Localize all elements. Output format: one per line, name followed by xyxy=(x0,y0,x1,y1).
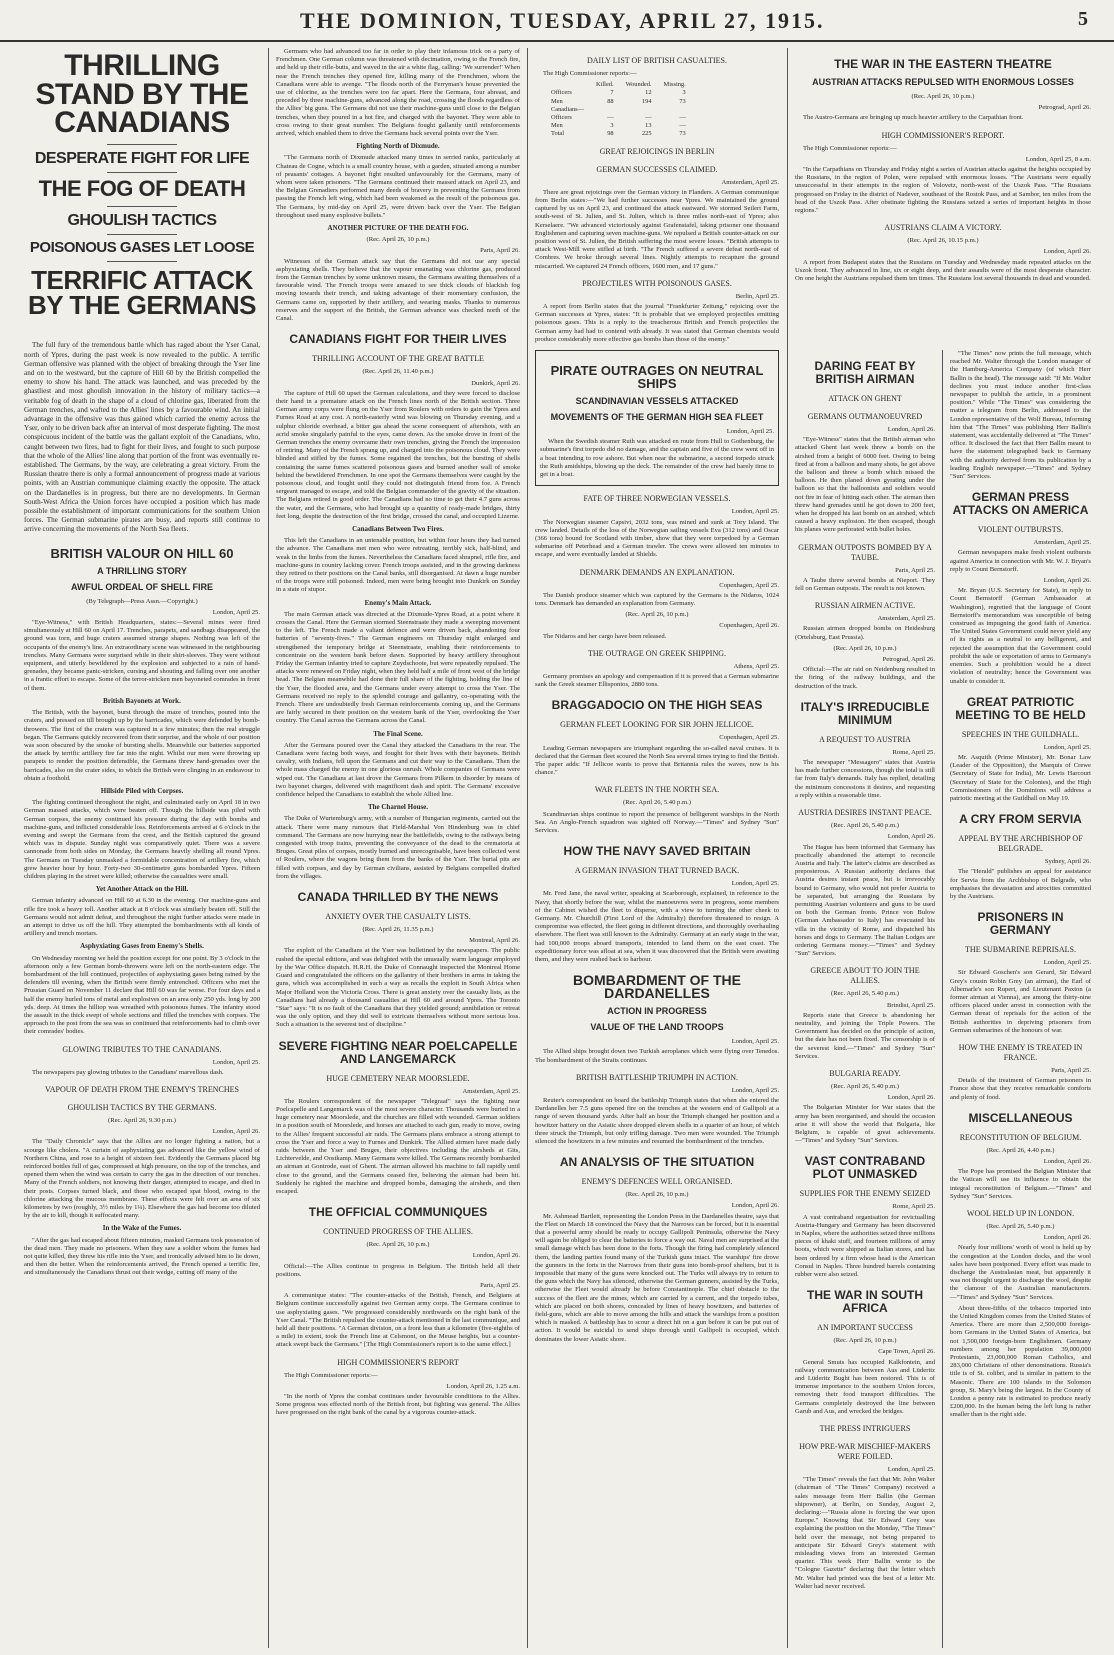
table-header-cell: Missing. xyxy=(663,81,686,89)
crosshead: Canadians Between Two Fires. xyxy=(352,524,444,533)
article-paragraph: There are great rejoicings over the German victory in Flanders. A German communique from Berlin states:—"We had further successes near Ypres. We maintained the ground captured by us on April 23, and continued the attack eastward. We stormed Seilert Farm, south-west of St. Julien, and St. Julien, which is three miles north-east of Ypres; also Kerselaere. "We advanced victoriously against Grafenstafel, taking prisoner one thousand Englishmen and capturing seven machine-guns. We repulsed a British counter-attack on our position west of St. Julien, the British suffering the most severe losses. "British attempts to attack West-Mill were stifled at birth. "The French suffered a severe defeat north-east of Combres. We broke through several lines. Nightly attempts to recapture the ground miscarried. We captured 24 French officers, 1600 men, and 17 guns." xyxy=(535,188,779,270)
dateline: Dunkirk, April 26. xyxy=(471,379,520,387)
article-paragraph: About three-fifths of the tobacco imported into the United Kingdom comes from the United States of America. There are more than 2,500,000 foreign-born Germans in the United States of America, but not 1,500,000 foreign-born Englishmen. Germany numbers among her population 39,000,000 Protestants, 23,000,000 Roman Catholics, and 283,000 Christians of other denominations. Russia's title is of St. colibri, and is similar in pattern to the Masonic. There are 100 islands in the Solomon group, St. Mary's being the largest. In the County of London a penny rate is estimated to produce nearly £200,000. In the human being the left lung is rather smaller than is the right side. xyxy=(950,1304,1091,1419)
crosshead: Enemy's Main Attack. xyxy=(364,598,432,607)
dateline: London, April 26. xyxy=(212,1128,260,1136)
article-paragraph: The Norwegian steamer Capsivi, 2032 tons, was mined and sunk at Tory Island. The crew landed. Details of the loss of the Norwegian sailing vessels Eva (312 tons) and Oscar (366 tons) bound for Scotland with timber, show that they were torpedoed by a German submarine off Peterhead and a German trawler. The crews were allowed ten minutes to escape, and were eventually landed at Shields. xyxy=(535,518,779,559)
dateline: Petrograd, April 26. xyxy=(882,656,935,664)
table-cell: 13 xyxy=(645,122,652,130)
received-line: (Rec. April 26, 10 p.m.) xyxy=(625,1191,689,1199)
dateline: Brindisi, April 25. xyxy=(887,1001,935,1009)
article-paragraph: German infantry advanced on Hill 60 at 6.30 in the evening. Our machine-guns and rifle fire took a heavy toll. Another attack at 8 o'clock was similarly beaten off. Still the Germans would not admit defeat, and throughout the night further attacks were made in an attempt to drive us off the hill. They attempted the bombardments with all kinds of artillery and trench mortars. xyxy=(24,897,260,938)
table-row xyxy=(545,130,692,138)
article-paragraph: After the Germans poured over the Canal they attacked the Canadians in the rear. The Canadians were facing both ways, and fought for their lives with their bayonets. British cavalry, with Indians, fell upon the Germans and cut their way to the Canadians. Then the whole mass charged the enemy in one glorious onrush. Whole companies of Germans were wiped out. The Canadians at last drove the Germans from Pilkem in disorder by means of two bayonet charges, delivered with magnificent dash and spirit. The Germans' excessive confidence helped the Canadians to establish the whole Allied line. xyxy=(276,741,520,799)
headline-misc: MISCELLANEOUS xyxy=(968,1110,1073,1125)
dateline: Amsterdam, April 25. xyxy=(721,178,779,186)
article-paragraph: A Taube threw several bombs at Nieport. They fell on German outposts. The result is not known. xyxy=(795,576,935,593)
subhead-anxiety: ANXIETY OVER THE CASUALTY LISTS. xyxy=(325,912,471,922)
table-cell: 73 xyxy=(679,130,686,138)
headline-pirate: PIRATE OUTRAGES ON NEUTRAL SHIPS xyxy=(550,363,764,392)
article-paragraph: The main German attack was directed at the Dixmude-Ypres Road, at a point where it crosses the Canal. Here the German stormed Steenstraate they made a sweeping movement to the left. The French made a valiant defence and were driven back, abandoning four batteries of "seventy-fives." The German engineers on Thursday night enlarged and strengthened the temporary bridge at Steenstraate, enabling their reinforcements to concentrate on the western bank before dawn. Supported by heavy artillery throughout Friday the German infantry tried to capture Zuydschoote, but were repeatedly repulsed. The attacks were renewed on Friday night, when they held half a mile of front west of the bridge head. The Belgian meanwhile had done their full share of the fighting, holding the line of the Yser, the flooded area, and the Germans under every attempt to cross the Yser. The Germans received no reply to the splendid courage and gallantry, co-operating with the French. There are undoubtedly fresh German reinforcements coming up, and the Germans are fairly secured in their position on the western bank of the Yser, overlooking the Yser country. The Canal across the Germans across the Canal. xyxy=(276,610,520,725)
headline-main: THRILLING STAND BY THE CANADIANS xyxy=(35,49,249,139)
headline-vast: VAST CONTRABAND PLOT UNMASKED xyxy=(804,1154,926,1182)
article-paragraph: "The Times" now prints the full message, which reached Mr. Walter through the London manager of the Hamburg-America Company (of which Herr Ballin is the head). The message said: "If Mr. Walter declines you must induce another first-class newspaper to publish the article, in a prominent position." While "The Times" was considering the matter a telegram from Berlin, addressed to the London representative of the Wolf Bureau, informing him that "The Times" was publishing Herr Ballin's statement, was accidentally delivered at "The Times" office. It disclosed the fact that Herr Ballin meant to have the statement telegraphed back to Germany with the authority derived from its publication by a leading English newspaper.—"Times" and Sydney "Sun" Services. xyxy=(950,350,1091,481)
subhead-violent: VIOLENT OUTBURSTS. xyxy=(977,525,1064,535)
subhead-progress: CONTINUED PROGRESS OF THE ALLIES. xyxy=(323,1227,473,1237)
headline-hc-report: HIGH COMMISSIONER'S REPORT xyxy=(337,1357,459,1367)
article-paragraph: The exploit of the Canadians at the Yser was bulletined by the newspapers. The public rushed the special editions, and was delighted with the unusually warm language employed by the War Office dispatch. H.R.H. the Duke of Connaught inspected the Montreal Home Guard and congratulated the officers on the gallantry of their brothers in arms in taking the guns, which was accomplished in such a way as recalls the exploit in South Africa when Major Holland won the Victoria Cross. There is great anxiety over the casualty lists, as the Canadians had already a thousand casualties at Hill 60 and around Ypres. The Toronto "Star" says: "It is no fault of the Canadians that they yielded ground; annihilation or retreat was the only option, and they did well to extricate themselves without more serious loss. Such a situation is the severest test of discipline." xyxy=(276,947,520,1029)
subhead-ghent: ATTACK ON GHENT xyxy=(828,394,902,403)
article-paragraph: Official:—The Allies continue to progress in Belgium. The British held all their positions. xyxy=(276,1262,520,1278)
article-paragraph: Witnesses of the German attack say that the Germans did not use any special asphyxiating shells. They believe that the vapour emanating was chlorine gas, produced from the German trenches by some unknown means, the Germans awaiting themselves of a favourable wind. The French troops were amazed to see thick clouds of blackish fog moving towards their trench, and taking advantage of their momentary confusion, the Germans came on, supported by their artillery, and wearing masks. Thanks to numerous reserves and the support of the British, the German advance was checked north of the Canal. xyxy=(276,257,520,323)
headline-terrific: TERRIFIC ATTACK BY THE GERMANS xyxy=(28,265,256,320)
crosshead: Hillside Piled with Corpses. xyxy=(100,786,184,795)
headline-casualties: DAILY LIST OF BRITISH CASUALTIES. xyxy=(586,56,728,65)
dateline: London, April 26. xyxy=(887,833,935,841)
headline-russian-airmen: RUSSIAN AIRMEN ACTIVE. xyxy=(814,601,916,611)
headline-servia: A CRY FROM SERVIA xyxy=(959,812,1082,827)
headline-projectiles: PROJECTILES WITH POISONOUS GASES. xyxy=(582,278,732,288)
table-cell: 194 xyxy=(641,97,652,105)
table-cell xyxy=(620,106,658,114)
source-line: (By Telegraph—Press Assn.—Copyright.) xyxy=(86,597,198,605)
article-paragraph: "The Germans north of Dixmude attacked many times in serried ranks, particularly at Chateau de Cogne, which is a small country house, with a garden, situated among a number of peasants' cottages. A bayonet fight resulted unfavourably for the Germans, many of whom were taken prisoners. "The Germans continued their massed attack on April 23, and the Belgian Grenadiers performed many deeds of bravery in preventing the Germans from passing the French left wing, which had been weakened as the result of the poisonous gas. The Germans, by mid-day on April 25, were driven back over the Yser. The Belgian throughout used many explosive bullets." xyxy=(276,154,520,219)
column-rule xyxy=(527,48,528,1648)
received-line: (Rec. April 26, 5.40 p.m.) xyxy=(831,1082,899,1090)
article-paragraph: The High Commissioner reports:— xyxy=(284,1371,378,1379)
subhead-reconst: RECONSTITUTION OF BELGIUM. xyxy=(959,1132,1082,1142)
article-paragraph: Mr. Bryan (U.S. Secretary for State), in reply to Count Bernstorff (German Ambassador at Washington), regretted that the language of Count Bernstorff's memorandum was susceptible of being construed as impugning the good faith of America. The United States Government could never yield any of its rights as a neutral to any belligerent, and rejected the assumption that the Government could prohibit the sale or exportation of arms to Germany's enemies. Such a prohibition would be a direct violation of neutrality; hence the Government was unable to consider it. xyxy=(950,587,1091,685)
dateline: Sydney, April 26. xyxy=(1044,858,1091,866)
headline-severe: SEVERE FIGHTING NEAR POELCAPELLE AND LANGEMARCK xyxy=(278,1038,518,1066)
headline-fog: THE FOG OF DEATH xyxy=(38,175,246,201)
table-cell: — xyxy=(679,114,686,122)
received-line: (Rec. April 26, 5.40 p.m.) xyxy=(831,990,899,998)
article-paragraph: Russian airmen dropped bombs on Heidesburg (Ortelsburg, East Prussia). xyxy=(795,625,935,641)
subhead-jellicoe: GERMAN FLEET LOOKING FOR SIR JOHN JELLICOE. xyxy=(560,720,754,730)
article-paragraph: The "Daily Chronicle" says that the Allies are no longer fighting a nation, but a scourge like cholera. "A curtain of asphyxiating gas advanced like the yellow wind of Northern China, and rose to a height of sixteen feet. Evidently the Germans placed big reinforced bottles full of gas, compressed at high pressure, on the top of the trenches, and opened them when the wind was certain to carry the gas in the direction of our trenches. Many of the French soldiers, not knowing their danger, attempted to escape, and died in their posts. Corpses turned black, and those who escaped spat blood, owing to the chlorine attacking the mucous membrane. These effects were felt over an area of six kilometres by two (roughly, 3½ miles by 1¼). Elsewhere the gas had become too diluted by the air to kill, though it suffocated many. xyxy=(24,1138,260,1220)
headline-canadians: CANADIANS FIGHT FOR THEIR LIVES xyxy=(289,332,507,347)
table-row xyxy=(545,122,692,130)
article-paragraph: The High Commissioner reports:— xyxy=(803,144,897,152)
article-paragraph: A vast contraband organisation for revictualling Austria-Hungary and Germany has been discovered in Naples, where the authorities seized three millions pieces of khaki stuff, and fourteen millions of army boots, which were shipped as Italian stores, and has been ordered by a firm whose head is the American Consul in Naples. Three hundred barrels containing rubber were also seized. xyxy=(795,1213,935,1279)
received-line: (Rec. April 26, 5.40 p.m.) xyxy=(986,1223,1055,1230)
crosshead: Asphyxiating Gases from Enemy's Shells. xyxy=(80,942,204,951)
dateline: London, April 26. xyxy=(731,1202,779,1210)
dateline: London, April 26. xyxy=(1043,1234,1091,1242)
headline-valour: BRITISH VALOUR ON HILL 60 xyxy=(50,545,234,561)
table-cell: Officers xyxy=(551,89,572,97)
article-paragraph: The newspapers pay glowing tributes to the Canadians' marvellous dash. xyxy=(32,1068,224,1076)
headline-patriotic: GREAT PATRIOTIC MEETING TO BE HELD xyxy=(955,694,1086,722)
dateline: Paris, April 25. xyxy=(895,566,935,574)
dateline: London, April 26. xyxy=(887,426,935,433)
received-line: (Rec. April 26, 11.35 p.m.) xyxy=(362,926,434,934)
headline-italy: ITALY'S IRREDUCIBLE MINIMUM xyxy=(800,699,930,727)
crosshead: ANOTHER PICTURE OF THE DEATH FOG. xyxy=(327,224,469,233)
article-paragraph: Sir Edward Goschen's son Gerard, Sir Edward Grey's cousin Robin Grey (an airman), the Earl of Albemarle's son Rupert, and Lieutenant Paxton (a former airman at Vienna), are among the thirty-nine officers placed under arrest in connection with the German threat of reprisals for the action of the British authorities in depriving prisoners from German submarines of the honours of war. xyxy=(950,969,1091,1034)
article-paragraph: A communique states: "The counter-attacks of the British, French, and Belgians at Belgium continue successfully against two German army corps. The Germans continue to use asphyxiating gases. "We progressed considerably northwards on the right bank of the Yser Canal. "The British repulsed the counter-attack mentioned in the last communique, and held all their positions. "A German division, on a front less than a kilometre (five-eighths of a mile) in extent, took the French line at Celsmont, on the Meuse heights, but a counter-attack swept back the Germans." [The High Commissioner's report is to the same effect.] xyxy=(276,1292,520,1349)
subhead-successes: GERMAN SUCCESSES CLAIMED. xyxy=(596,164,718,174)
article-paragraph: The Danish produce steamer which was captured by the Germans is the Nidaros, 1024 tons. Denmark has demanded an explanation from Germany. xyxy=(535,591,779,607)
dateline: London, April 25. xyxy=(731,508,779,516)
subhead-foiled: HOW PRE-WAR MISCHIEF-MAKERS WERE FOILED. xyxy=(799,1442,931,1462)
newspaper-title: THE DOMINION, TUESDAY, APRIL 27, 1915. xyxy=(300,8,825,33)
divider xyxy=(107,172,178,173)
received-line: (Rec. April 26, 4.40 p.m.) xyxy=(986,1146,1055,1154)
article-paragraph: General Smuts has occupied Kalkfontein, and railway communication between Aus and Lüderitz and Lüderitz Bught has been restored. This is of immense importance to the southern Union forces, removing their food transport difficulties. The Germans completely destroyed the line between Garub and Aus, and wrecked the bridges. xyxy=(795,1358,935,1415)
headline-safrica: THE WAR IN SOUTH AFRICA xyxy=(807,1288,923,1316)
headline-warfleets: WAR FLEETS IN THE NORTH SEA. xyxy=(594,785,720,795)
dateline: London, April 26. xyxy=(1043,248,1091,256)
article-paragraph: The Bulgarian Minister for War states that the army has been reorganised, and should the occasion arise it will show the world that Bulgaria, like Belgium, is capable of great achievements.—"Times" and Sydney "Sun" Services. xyxy=(795,1104,935,1145)
subhead-scandinavian: SCANDINAVIAN VESSELS ATTACKED xyxy=(575,396,739,407)
divider xyxy=(107,206,178,207)
headline-gases: POISONOUS GASES LET LOOSE xyxy=(29,238,255,256)
article-paragraph: The newspaper "Messagero" states that Austria has made further concessions, though the total is still far from Italy's demands. Italy has replied, detailing the minimum concessions it desires, and requesting a reply within a reasonable time. xyxy=(795,759,935,799)
dateline: London, April 25. xyxy=(731,1038,779,1046)
article-paragraph: The capture of Hill 60 upset the German calculations, and they were forced to disclose their hand in a premature attack on the French lines north of the British section. Three German army corps were flung on the Yser from Roulers with orders to gain the Ypres and Furnes Road at any cost. A north-easterly wind was blowing on Thursday evening, and a sulphur chloride overhead, a bitter gas ahead the scene consequent of aftershots, with an acrid smoke singularly painful to the eyes, came down. As the smoke drove in front of the German trenches the enemy overcame their own trenches, giving the French the impression of retiring. Many of the French sprang up, and charged into the poisonous cloud. They were blinded and stifled by the fumes. Some regained the trenches, but the bursting of shells containing the same fumes scattered poisonous gases and burned another wall of smoke behind the bewildered Frenchmen. In one spot the Germans themselves were caught by the poisonous cloud, and fought until they could not distinguish friend from foe. A French sergeant managed to escape, and told the Belgian commander of the gravity of the situation. The Belgians retired in good order. The Canadians had no time to get their 4.7 guns across the water, and the Germans, who had brought up a quantity of ready-made bridges, thirty feet long, despite the destruction of the first bridge, crossed the canal, and occupied Lizerne. xyxy=(276,389,520,520)
headline-ghoulish: GHOULISH TACTICS xyxy=(67,211,217,229)
headline-fate: FATE OF THREE NORWEGIAN VESSELS. xyxy=(583,494,731,504)
subhead-outmanoeuvred: GERMANS OUTMANOEUVRED xyxy=(807,412,923,421)
article-paragraph: Nearly four millions' worth of wool is held up by the congestion at the London docks, and the wool sales have been postponed. Every effort was made to discharge the Australasian meat, but apparently it was not thought urgent to discharge the wool, despite the clamour of the Australian manufacturers.—"Times" and Sydney "Sun" Services. xyxy=(950,1244,1091,1301)
headline-braggadocio: BRAGGADOCIO ON THE HIGH SEAS xyxy=(551,698,763,713)
intro-paragraph: The full fury of the tremendous battle which has raged about the Yser Canal, north of Ypres, during the past week is now revealed to the public. A terrific German offensive was planned with the object of breaking through the Yser line and on to the westward, but the capture of Hill 60 by the British compelled the enemy to show his hand. The attack was launched, and was preceded by the ghastliest and most ghoulish innovation in the history of military tactics—a veritable fog of death in the shape of a cloud of chlorine gas, liberated from the German trenches, and wafted to the Allies' lines by a favourable wind. An initial advantage in the offensive was thus gained which carried the enemy across the Yser, only to be driven back after an interval of most desperate fighting. The most conspicuous incident of the battle was the gallant exploit of the Canadians, who, caught between two fires, had to fight for their lives, and fought to such purpose that the whole of the Allies' line along that portion of the front was eventually re-established. The Germans, by the way, are celebrating a great victory. From the Russian theatre there is only a formal announcement of progress made at various points, with an Austrian communique claiming exactly the opposite. The attack on the Dardanelles is in progress, but there are no developments. In German South-West Africa the Union forces have occupied a position which has made possible the establishment of important communications for the southern Union forces. The German submarine pirates are busy, and reports still continue to arrive concerning the movements of the North Sea fleets. xyxy=(24,341,260,534)
article-paragraph: Germans who had advanced too far in order to play their infamous trick on a party of Frenchmen. One German column was threatened with decimation, owing to the French fire, and held up their rifle-butts, and waved in the air a white flag, calling: 'We surrender!' When near the French trenches they opened fire, killing many of the Frenchmen, whom the Canadians were able to avenge. "The floods north of the Ferryman's house prevented the use of chlorine, as the trenches were too far apart. Here the Germans, four abreast, and preceded by three machine-guns, advanced along the road, crossing the floods regardless of the Allies' big guns. The Germans did not use their machine-guns until close to the Belgian trenches, when they poured in a hot fire, and charged with the bayonet. They were able to cross owing to their great number. The Belgians fought gallantly until reinforcements arrived, which enabled them to drive the Germans back several points over the Yser. xyxy=(276,48,520,138)
dateline: Cape Town, April 26. xyxy=(878,1348,935,1356)
article-paragraph: The Pope has promised the Belgian Minister that the Vatican will use its influence to obtain the integral reconstitution of Belgium.—"Times" and Sydney "Sun" Services. xyxy=(950,1168,1091,1200)
headline-claim: AUSTRIANS CLAIM A VICTORY. xyxy=(884,223,1002,233)
subhead-thrilling: THRILLING ACCOUNT OF THE GREAT BATTLE xyxy=(312,354,484,364)
article-paragraph: On Wednesday morning we held the position except for one point. By 3 o'clock in the afternoon only a few German bomb-throwers were left on the north-eastern edge. The bombardment of the hill continued, projectiles of asphyxiating gases being rained by the defenders till evening, when the British were firmly entrenched. Officers who met the Prussian Guard on November 11 declare that Hill 60 was far worse. For four days and a half the enemy hurled tons of metal and explosives on an area only 250 yds. long by 200 yds. deep. At times the hilltop was wreathed with poisonous fumes. The infantry stood the assault in the thick swept of whole sections and filled the trenches with corpses. The approach to the post from the sea was so continued that reinforcements had to climb over their comrades' bodies. xyxy=(24,954,260,1036)
headline-hc-report: HIGH COMMISSIONER'S REPORT. xyxy=(881,130,1005,140)
article-paragraph: Germany promises an apology and compensation if it is proved that a German submarine sank the Greek steamer Ellispontos, 2880 tons. xyxy=(535,672,779,689)
table-row xyxy=(545,89,692,97)
headline-denmark: DENMARK DEMANDS AN EXPLANATION. xyxy=(579,567,735,577)
dateline: Copenhagen, April 25. xyxy=(719,581,779,589)
table-cell: Officers xyxy=(551,114,572,122)
dateline: London, April 26. xyxy=(1043,1157,1091,1165)
received-line: (Rec. April 26, 10 p.m.) xyxy=(833,644,897,652)
dateline: Rome, April 25. xyxy=(892,748,935,756)
received-line: (Rec. April 26, 9.30 p.m.) xyxy=(108,1117,176,1125)
table-header-cell: Wounded. xyxy=(625,81,652,89)
subhead-invasion: A GERMAN INVASION THAT TURNED BACK. xyxy=(574,866,740,876)
dateline: London, April 25. xyxy=(1043,959,1091,967)
dateline: London, April 26. xyxy=(1043,577,1091,585)
column-4a xyxy=(795,350,935,1648)
dateline: London, April 25. xyxy=(887,1466,935,1474)
dateline: Paris, April 25. xyxy=(480,1281,520,1289)
headline-german-press: GERMAN PRESS ATTACKS ON AMERICA xyxy=(952,490,1089,518)
headline-prisoners: PRISONERS IN GERMANY xyxy=(977,910,1064,938)
table-cell: 225 xyxy=(641,130,652,138)
column-2 xyxy=(276,48,520,1648)
received-line: (Rec. April 26, 10.15 p.m.) xyxy=(907,237,979,245)
table-cell: 7 xyxy=(610,89,614,97)
table-cell: 12 xyxy=(645,89,652,97)
crosshead: Yet Another Attack on the Hill. xyxy=(95,885,189,894)
table-row xyxy=(545,98,692,106)
subhead-movements: MOVEMENTS OF THE GERMAN HIGH SEA FLEET xyxy=(550,412,764,423)
article-paragraph: Mr. Ashmead Bartlett, representing the London Press in the Dardanelles theatre, says that the Fleet on March 18 convinced the Navy that the Narrows can be forced, but it is essential that a powerful army should be ready to occupy Gallipoli Peninsula, otherwise the Navy will again be obliged to clear the batteries to force a way out. Naval men are surprised at the small damage which has been done to the forts. Though the firing had completely silenced them, the landing parties found many of the Turkish guns intact. The warships' fire drove the gunners in the forts in the Narrows from their guns into bomb-proof shelters, but it is impossible that many of the guns were knocked out. The Turks will always try to return to the guns which the Navy has silenced, otherwise the German gunners, assisted by the Turks, otherwise the Fleet would already be before Constantinople. The chief obstacle to the success of the fleet are the mines, which are carried by a current, and the torpedo tubes, which are placed on both shores, concealed by lines of heavy howitzers, and batteries of field-guns, which are able to move among the hills and attack the warships from a position which is masked. A battleship has to scour a direct hit on a gun before it can be put out of action. It would be suicidal to send ships through until Gallipoli is occupied, which dominates the lower Asiatic shore. xyxy=(535,1212,779,1343)
received-line: (Rec. April 26, 10 p.m.) xyxy=(366,1241,430,1249)
dateline: London, April 25. xyxy=(731,1086,779,1094)
article-paragraph: The Duke of Wurtemburg's army, with a number of Hungarian regiments, carried out the attack. There were many rumours that Field-Marshal Von Hindenburg was in chief command. The Germans are now hurrying near the battlefields, owing to the railways being congested with troop trains, preventing the conveyance of the dead to the crematoria at Bruges. Great piles of corpses, mostly burned and unrecognisable, have been collected west of Roulers, where the wagons bring them from the banks of the Yser. The burial pits are filled with corpses, and day by German civilians, assisted by Belgians compelled drafted from the villages. xyxy=(276,815,520,880)
table-cell: Canadians— xyxy=(551,105,585,113)
dateline: Amsterdam, April 25. xyxy=(1033,539,1091,547)
table-cell: — xyxy=(607,114,614,122)
article-paragraph: A report from Budapest states that the Russians on Tuesday and Wednesday made repeated attacks on the Uszok front. They advanced in line, six or eight deep, and their assaults were of the most desperate character. On one height the Austrians repulsed them ten times. The Russians lost several thousands in dead and wounded. xyxy=(795,258,1091,283)
headline-vapour: VAPOUR OF DEATH FROM THE ENEMY'S TRENCHES xyxy=(45,1085,239,1095)
article-paragraph: Details of the treatment of German prisoners in France show that they receive remarkable comforts and plenty of food. xyxy=(950,1077,1091,1101)
subhead-cemetery: HUGE CEMETERY NEAR MOORSLEDE. xyxy=(326,1073,470,1083)
dateline: London, April 26. xyxy=(472,1252,520,1260)
received-line: (Rec. April 26, 11.40 p.m.) xyxy=(362,368,434,376)
received-line: (Rec. April 26, 5.40 p.m.) xyxy=(623,799,691,807)
crosshead: In the Wake of the Fumes. xyxy=(102,1224,182,1233)
table-cell xyxy=(658,106,692,114)
column-rule xyxy=(942,350,943,1648)
column-1 xyxy=(24,48,260,1648)
headline-tributes: GLOWING TRIBUTES TO THE CANADIANS. xyxy=(62,1044,222,1054)
headline-instant: AUSTRIA DESIRES INSTANT PEACE. xyxy=(798,808,932,818)
article-paragraph: The Hague has been informed that Germany has practically abandoned the attempt to reconcile Austria and Italy. The latter's claims are described as preposterous. A Russian authority declares that Austria desires instant peace, but is irrevocably bound to Germany, who would not prefer Austria to be separated, but arranging the Russians by permitting Austrian volunteers and guns to be used on both the German fronts. Prince von Bulow (German Ambassador to Italy) has evacuated his villa in the vicinity of Rome, and dispatched his horses and dogs to Germany. The Italian Lodges are ordering Germans money.—"Times" and Sydney "Sun" Services. xyxy=(795,843,935,958)
table-cell: 3 xyxy=(610,122,614,130)
article-paragraph: The Roulers correspondent of the newspaper "Telegraaf" says the fighting near Poelcapelle and Langemarck was of the most severe character. Thousands were buried in a huge cemetery near Moorslede, and the churches are filled with wounded. German soldiers in a position south of Moorslede, and horses are attached to each gun, ready to move, owing to the Allies' frequent successful air raids. The Germans plans embrace a strong attempt to cross the Yser and force a way to Furnes and Dunkirk. The Allied airmen have made daily raids between the Yser and Bruges, their objectives including the airsheds at Gits, Lichtervelde, and Oostkamp. Many Germans were killed. The Germans recently bombarded an airman at Gontrode, east of Ghent. The airman allowed his machine to fall rapidly until close to the ground, and the Germans ceased fire, believing the airman had been hit. Suddenly he righted the machine and dropped bombs, damaging the airsheds, and then escaped. xyxy=(276,1097,520,1195)
article-paragraph: The Allied ships brought down two Turkish aeroplanes which were flying over Tenedos. The bombardment of the Straits continues. xyxy=(535,1048,779,1064)
subhead-value: VALUE OF THE LAND TROOPS xyxy=(590,1022,724,1033)
article-paragraph: Official:—The air raid on Neidenburg resulted in the firing of the railway buildings, and the destruction of the track. xyxy=(795,666,935,690)
column-4-top xyxy=(795,48,1091,346)
subhead-story: A THRILLING STORY xyxy=(97,565,187,576)
article-paragraph: A report from Berlin states that the journal "Frankfurter Zeitung," rejoicing over the German successes at Ypres, states: "It is probable that we employed projectiles emitting poisonous gases. This is a reply to the treacherous British and French projectiles the German army had had to contend with already. It was stated that German chemists would produce considerably more effective gas bombs than those of the enemy." xyxy=(535,303,779,343)
dateline: Paris, April 25. xyxy=(1051,1066,1091,1074)
subhead-reprisals: THE SUBMARINE REPRISALS. xyxy=(965,945,1076,955)
table-cell: 3 xyxy=(682,89,686,97)
table-header-cell: Killed. xyxy=(596,81,614,89)
dateline: London, April 25. xyxy=(726,428,774,436)
article-paragraph: The "Herald" publishes an appeal for assistance for Servia from the Archbishop of Belgrade, who emphasises the devastation and atrocities committed by the Austrians. xyxy=(950,868,1091,900)
dateline: Amsterdam, April 25. xyxy=(877,615,935,623)
headline-greek: THE OUTRAGE ON GREEK SHIPPING. xyxy=(588,648,726,658)
article-paragraph: Reports state that Greece is abandoning her neutrality, and joining the Triple Powers. The Government has decided on the principle of action, but the date has not been fixed. The censorship is of the severest kind.—"Times" and Sydney "Sun" Services. xyxy=(795,1011,935,1060)
subhead-ordeal: AWFUL ORDEAL OF SHELL FIRE xyxy=(70,581,213,592)
subhead-appeal: APPEAL BY THE ARCHBISHOP OF BELGRADE. xyxy=(958,834,1083,854)
article-paragraph: Mr. Asquith (Prime Minister), Mr. Bonar Law (Leader of the Opposition), the Marquis of Crewe (Secretary of State for India), Mr. Lewis Harcourt (Secretary of State for the Colonies), and the High Commissioners of the Dominions will address a patriotic meeting at the Guildhall on May 19. xyxy=(950,753,1091,802)
dateline: London, April 25. xyxy=(212,608,260,616)
table-row xyxy=(545,106,692,114)
article-paragraph: "In the north of Ypres the combat continues under favourable conditions to the Allies. Some progress was effected north of the British front, but fighting was general. The Allies have progressed on the right bank of the canal by a vigorous counter-attack. xyxy=(276,1393,520,1417)
table-header-cell xyxy=(545,81,590,89)
article-paragraph: "The Times" reveals the fact that Mr. John Walter (chairman of "The Times" Company) received a sales message from Herr Ballin (the German shipowner), at Berlin, on Sunday, August 2, declaring:—"Russia alone is forcing the war upon Europe." Knowing that Sir Edward Grey was explaining the position on the Monday, "The Times" held over the message, not being prepared to anticipate Sir Edward Grey's statement with misleading views from an interested German quarter. This week Herr Ballin wrote to the "Cologne Gazette" declaring that the letter which Mr. Walter had printed was the best of a letter Mr. Walter had never received. xyxy=(795,1476,935,1590)
table-header-row xyxy=(545,81,692,89)
crosshead: The Final Scene. xyxy=(373,729,423,738)
table-cell: Men xyxy=(551,97,563,105)
subhead-supplies: SUPPLIES FOR THE ENEMY SEIZED xyxy=(799,1189,931,1199)
subhead-success: AN IMPORTANT SUCCESS xyxy=(817,1323,913,1333)
headline-desperate: DESPERATE FIGHT FOR LIFE xyxy=(34,149,250,167)
article-paragraph: Leading German newspapers are triumphant regarding the so-called naval cruises. It is declared that the German fleet scoured the North Sea several times trying to find the British. The paper adds: "If Jellicoe wants to prove that Britannia rules the waves, now is his chance." xyxy=(535,744,779,777)
dateline: Amsterdam, April 25. xyxy=(462,1087,520,1095)
article-paragraph: The Nidaros and her cargo have been released. xyxy=(543,632,667,640)
dateline: Copenhagen, April 26. xyxy=(719,622,779,630)
article-paragraph: German newspapers make fresh violent outbursts against America in connection with Mr. W. J. Bryan's reply to Count Bernstorff. xyxy=(950,549,1091,573)
dateline: Berlin, April 25. xyxy=(735,292,779,300)
subhead-request: A REQUEST TO AUSTRIA xyxy=(819,734,911,744)
article-paragraph: The fighting continued throughout the night, and culminated early on April 18 in two German massed attacks, which were beaten off. Though the hillside was piled with German corpses, the enemy continued his pressure during the day with bombs and machine-guns, and inflicted considerable loss. Reinforcements arrived at 6 o'clock in the evening and swept the Germans from the crest, and the British captured the ground which was in dispute. Sunday night was comparatively quiet. There was a severe cannonade from both sides on Monday, the Germans heavily shelling all round Ypres. The Germans on Tuesday unmasked a formidable concentration of artillery fire, which grew heavier hour by hour. Forty-two 30-centimetre guns bombarded Ypres. Fifteen children playing in the street were killed; otherwise the casualties were small. xyxy=(24,799,260,880)
headline-eastern: THE WAR IN THE EASTERN THEATRE xyxy=(834,57,1052,71)
table-cell: 88 xyxy=(607,97,614,105)
table-cell: Men xyxy=(551,122,563,130)
divider xyxy=(107,144,178,145)
received-line: (Rec. April 26, 10 p.m.) xyxy=(625,611,689,619)
headline-greece: GREECE ABOUT TO JOIN THE ALLIES. xyxy=(810,966,920,986)
article-paragraph: "In the Carpathians on Thursday and Friday night a series of Austrian attacks against the heights occupied by the Russians, in the region of Polen, were repulsed with enormous losses. "The Austrians were equally unsuccessful in their attempts in the region of Volovetz, north-west of the Uszok Pass. "The Russians progressed on Friday in the district of Nadever, southeast of the Rostok Pass, and at Sambor, ten miles from the head of the Uszok Pass. After obstinate fighting the Russians seized a series of important heights in those regions." xyxy=(795,166,1091,215)
table-cell: — xyxy=(679,122,686,130)
received-line: (Rec. April 26, 10 p.m.) xyxy=(366,236,430,244)
headline-treated: HOW THE ENEMY IS TREATED IN FRANCE. xyxy=(958,1042,1083,1062)
article-paragraph: The Austro-Germans are bringing up much heavier artillery to the Carpathian front. xyxy=(803,114,1024,122)
article-paragraph: The High Commissioner reports:— xyxy=(543,70,637,77)
headline-communiques: THE OFFICIAL COMMUNIQUES xyxy=(308,1205,488,1220)
dateline: Paris, April 26. xyxy=(480,247,520,255)
article-paragraph: Reuter's correspondent on board the battleship Triumph states that when she entered the Dardanelles her 7.5 guns opened fire on the trenches at the western end of Gallipoli at a range of seven thousand yards. After half an hour the Triumph changed her position and a howitzer battery on the Asiatic shore dropped eleven shells in a quarter of an hour, of which three struck the Triumph, but only trifling damage. Two men were wounded. The Triumph silenced the howitzers in a few minutes and resumed the bombardment of the trenches. xyxy=(535,1097,779,1146)
table-row xyxy=(545,114,692,122)
dateline: Montreal, April 26. xyxy=(469,937,520,945)
received-line: (Rec. April 26, 5.40 p.m.) xyxy=(831,822,899,830)
table-cell: 98 xyxy=(607,130,614,138)
article-paragraph: When the Swedish steamer Ruth was attacked en route from Hull to Gothenburg, the submarine's first torpedo did no damage, and the captain and five of the crew went off in a boat intending to row ashore. But when near the submarine, a second torpedo struck the Ruth amidships, blowing up the deck. The remainder of the crew had barely time to get in a boat. xyxy=(540,438,774,479)
dateline: London, April 25, 8 a.m. xyxy=(1025,155,1091,163)
received-line: (Rec. April 26, 10 p.m.) xyxy=(911,93,975,100)
dateline: Petrograd, April 26. xyxy=(1038,104,1091,112)
subhead-defences: ENEMY'S DEFENCES WELL ORGANISED. xyxy=(581,1177,733,1187)
article-paragraph: This left the Canadians in an untenable position, but within four hours they had turned the advance. The Canadians met men who were retreating, terribly sick, half-blind, and weak in the limbs from the fumes. Nevertheless the Canadians faced shrapnel, rifle fire, and machine-guns in country lacking cover. French troops assisted, and in the growing darkness they retired to their positions on the Canal banks, still disorganised. At dawn a huge number of the troops were still poisoned. Indeed, men were being brought into Dunkirk on Sunday in a state of stupor. xyxy=(276,537,520,594)
article-paragraph: Scandinavian ships continue to report the presence of belligerent warships in the North Sea. An Anglo-French squadron was sighted off Norway.—"Times" and Sydney "Sun" Services. xyxy=(535,810,779,834)
dateline: London, April 26, 1.25 a.m. xyxy=(446,1382,520,1390)
subhead-ghoulish: GHOULISH TACTICS BY THE GERMANS. xyxy=(67,1103,217,1113)
column-rule xyxy=(787,48,788,1648)
article-paragraph: "Eye-Witness," with British Headquarters, states:—Several mines were fired simultaneously at Hill 60 on April 17. Trenches, parapets, and sandbags disappeared, the ground was torn, and huge craters assumed strange shapes. Nothing was left of the occupants of the enemy's line. An extraordinary scene was witnessed in the neighbouring trenches. Many Germans were surprised while in their shirt-sleeves. They were without equipment, and utterly bewildered by the explosion and subjected to a rain of hand-grenades, they became panic-stricken, cursing and shouting and falling over one another in a frantic effort to escape. Some of the terror-stricken men bayoneted comrades in front of them. xyxy=(24,619,260,692)
dateline: London, April 25. xyxy=(731,880,779,888)
dateline: London, April 25. xyxy=(212,1058,260,1066)
divider xyxy=(107,234,178,235)
subhead-guildhall: SPEECHES IN THE GUILDHALL. xyxy=(961,729,1080,739)
column-rule xyxy=(268,48,269,1648)
table-cell: Total xyxy=(551,130,565,138)
table-cell: — xyxy=(645,114,652,122)
article-paragraph: "After the gas had escaped about fifteen minutes, masked Germans took possession of the dead men. They made no prisoners. When they saw a soldier whom the fumes had not quite killed, they threw his rifle into the Yser, and ironically advised him to lie down, and then die better. When the reinforcements arrived, the French opened a terrific fire, and simultaneously the Canadians thrust out their wedge, cutting off many of the xyxy=(24,1236,260,1277)
table-cell: 73 xyxy=(679,97,686,105)
page-number: 5 xyxy=(1078,8,1088,30)
subhead-austrian: AUSTRIAN ATTACKS REPULSED WITH ENORMOUS LOSSES xyxy=(812,77,1074,87)
dateline: Rome, April 25. xyxy=(892,1203,935,1211)
headline-daring: DARING FEAT BY BRITISH AIRMAN xyxy=(814,359,916,386)
dateline: Copenhagen, April 25. xyxy=(719,734,779,742)
pirate-box xyxy=(535,350,779,486)
column-4b xyxy=(950,350,1091,1648)
headline-navy: HOW THE NAVY SAVED BRITAIN xyxy=(563,844,751,859)
article-paragraph: The British, with the bayonet, burst through the maze of trenches, poured into the craters, and pressed on till brought up by the barricades, which were defended by bomb-throwers. The first of the craters was captured in a few minutes; then the real struggle began. The Germans quickly recovered from their surprise, and the whole of our position was soon obscured by the smoke of bursting shells. Meanwhile our batteries supported the attack by terrific artillery fire far into the night. Whilst our men were throwing up parapets to render the position defensible, the Germans threw hand-grenades over the barricades, also on the crater sides, to which the British were clinging in an endeavour to obtain a foothold. xyxy=(24,709,260,782)
headline-triumph: BRITISH BATTLESHIP TRIUMPH IN ACTION. xyxy=(575,1072,738,1082)
article-paragraph: Mr. Fred Jane, the naval writer, speaking at Scarborough, explained, in reference to the Navy, that shortly before the war, whilst the manoeuvres were in progress, some members of the Cabinet wished the fleet to disperse, with a view to turning the other cheek to Germany. Mr. Churchill (First Lord of the Admiralty) therefore threatened to resign. A compromise was effected, the fleet going in different directions, and thoroughly overhauling elsewhere. The fleet was still known to the Admiralty. Germany at an early stage in the war, had 100,000 troops aboard transports, intended to land them on the east coast. The expeditionary force was afloat at sea, when it was discovered that the British were awaiting them, and they were rushed back to harbour. xyxy=(535,890,779,963)
masthead xyxy=(0,0,1114,42)
crosshead: The Charnel House. xyxy=(367,803,429,812)
headline-bulgaria: BULGARIA READY. xyxy=(829,1068,901,1078)
crosshead: British Bayonets at Work. xyxy=(103,696,181,705)
divider xyxy=(107,261,178,262)
received-line: (Rec. April 26, 10 p.m.) xyxy=(833,1337,897,1345)
dateline: London, April 26. xyxy=(887,1094,935,1102)
headline-intriguers: THE PRESS INTRIGUERS xyxy=(819,1424,911,1434)
dateline: Athens, April 25. xyxy=(733,662,779,670)
headline-taube: GERMAN OUTPOSTS BOMBED BY A TAUBE. xyxy=(798,542,932,562)
casualty-table xyxy=(545,81,692,138)
headline-canada: CANADA THRILLED BY THE NEWS xyxy=(297,890,499,905)
headline-analysis: AN ANALYSIS OF THE SITUATION xyxy=(559,1155,755,1170)
headline-wool: WOOL HELD UP IN LONDON. xyxy=(966,1209,1075,1218)
column-3 xyxy=(535,48,779,1648)
crosshead: Fighting North of Dixmude. xyxy=(356,142,440,151)
table-cell xyxy=(590,106,620,114)
subhead-action: ACTION IN PROGRESS xyxy=(607,1006,707,1017)
article-paragraph: "Eye-Witness" states that the British airman who attacked Ghent last week threw a bomb on the airshed from a height of 6000 feet. Owing to being fired at from a balloon and many shots, he got above the balloon and threw a bomb which missed the balloon. He then planed down gyrating under the balloon so that the balloonists and soldiers would not fire in fear of hitting each other. The airman then threw hand grenades until he got down to 200 feet, when he dropped his last bomb on an airshed, which caused a heavy explosion. He then escaped, though his planes were perforated with bullet holes. xyxy=(795,436,935,534)
dateline: London, April 25. xyxy=(1043,743,1091,751)
headline-rejoicings: GREAT REJOICINGS IN BERLIN xyxy=(599,146,715,156)
headline-bombardment: BOMBARDMENT OF THE DARDANELLES xyxy=(573,972,741,1002)
